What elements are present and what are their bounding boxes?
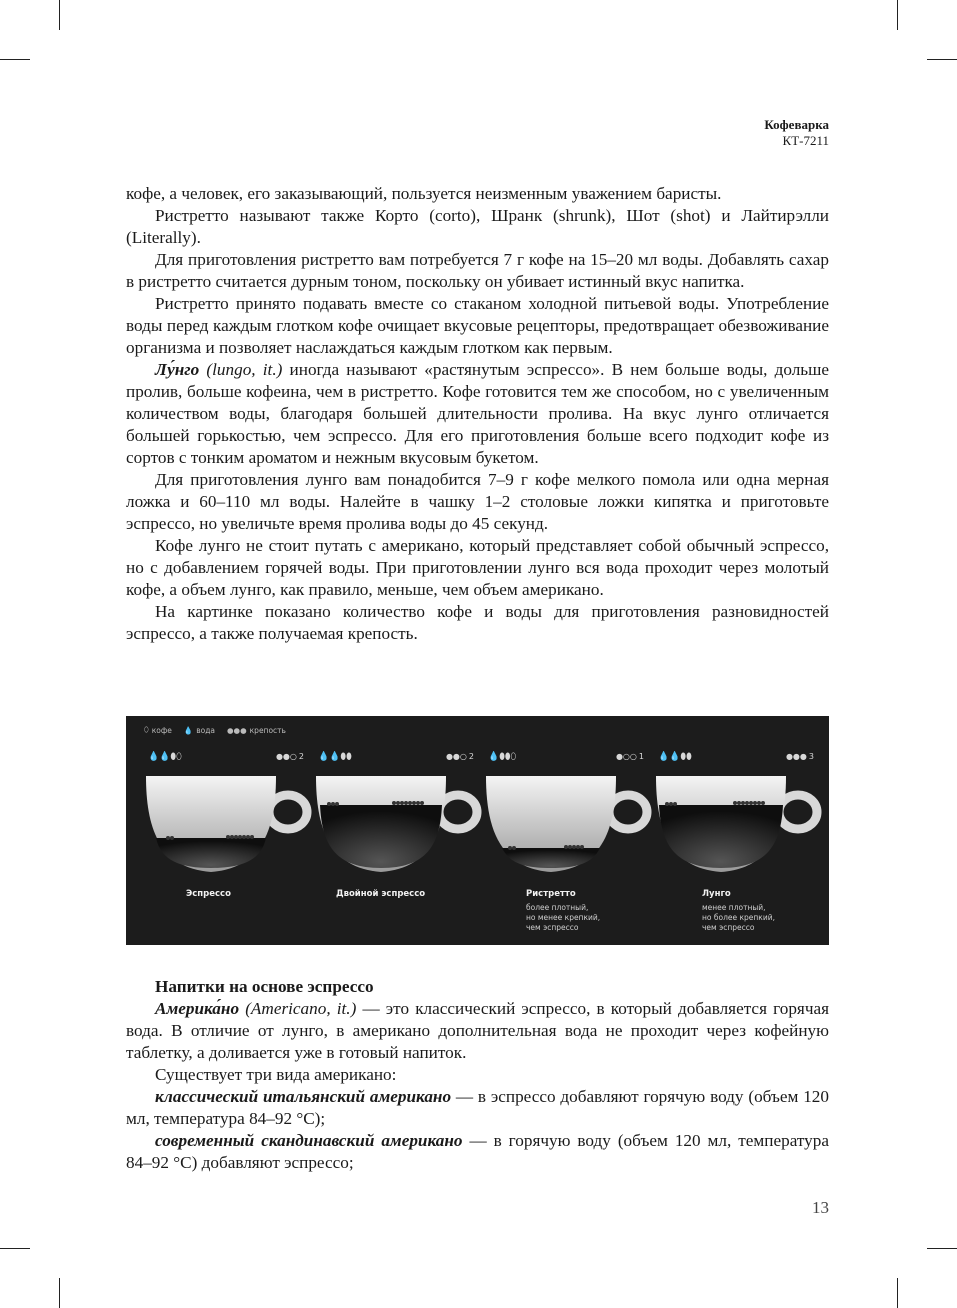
cup-icons: 💧💧⬮⬮ [318,752,352,762]
crop-mark [897,1278,898,1308]
text-block-top [126,183,829,645]
cup-icons: 💧⬮⬮⬯ [488,752,517,762]
crop-mark [59,1278,60,1308]
cup-name: Эспрессо [186,889,231,899]
type2-term: современный скандинавский американо [155,1131,463,1150]
cup-block-espresso [144,752,304,942]
legend-coffee: ⬯ кофе [144,725,172,735]
strength-dots-icon: ●●○ [445,752,467,761]
paragraph: Ристретто называют также Корто (corto), Шранк (shrunk), Шот (shot) и Лайтирэлли (Literally). [126,206,829,247]
espresso-cups-figure [126,716,829,945]
cup-name: Двойной эспрессо [336,889,426,899]
cup-icons: 💧💧⬮⬯ [148,752,182,762]
paragraph: Для приготовления ристретто вам потребуется 7 г кофе на 15–20 мл воды. Добавлять сахар в ристретто считается дурным тоном, поскольку он убивает истинный вкус напитка. [126,250,829,291]
type1-term: классический итальянский американо [155,1087,452,1106]
running-head-title: Кофеварка [764,117,829,132]
type2-paragraph [126,1130,829,1174]
paragraph: Существует три вида американо: [155,1065,397,1084]
cup-name: Ристретто [526,889,576,899]
cup-strength: ●●○ 2 [445,752,474,761]
americano-text: — это классический эспрессо, в который добавляется горячая вода. В отличие от лунго, в американо дополнительная вода не проходит через кофейную таблетку, а доливается уже в готовый напиток. [126,999,829,1062]
strength-dots-icon: ●●○ [275,752,297,761]
lungo-text: иногда называют «растянутым эспрессо». В нем больше воды, дольше пролив, больше кофеина, чем в ристретто. Кофе готовится тем же способом, но с увеличенным количеством воды, благодаря большей длительности пролива. На вкус лунго отличается большей горькостью, чем эспрессо. Для его приготовления больше всего подходит кофе из сортов с тонким ароматом и нежным вкусовым букетом. [126,360,829,467]
section-title: Напитки на основе эспрессо [155,977,374,996]
crop-mark [0,59,30,60]
strength-dots-icon: ●●● [227,725,247,735]
cup-note: более плотный, но менее крепкий, чем эспрессо [526,903,601,932]
lungo-latin: (lungo, it.) [206,360,283,379]
water-drop-icon: 💧 [183,725,194,735]
paragraph: кофе, а человек, его заказывающий, пользуется неизменным уважением баристы. [126,184,722,203]
running-head-model: КТ-7211 [782,133,829,148]
cup-strength: ●●● 3 [785,752,814,761]
strength-dots-icon: ●○○ [615,752,637,761]
cup-strength: ●●○ 2 [275,752,304,761]
cup-icons: 💧💧⬮⬮ [658,752,692,762]
type1-text: — в эспрессо добавляют горячую воду (объем 120 мл, температура 84–92 °C); [126,1087,829,1128]
lungo-term: Лу́нго [155,360,200,379]
cup-block-lungo [654,752,814,942]
type2-text: — в горячую воду (объем 120 мл, температура 84–92 °C) добавляют эспрессо; [126,1131,829,1172]
americano-latin: (Americano, it.) [245,999,357,1018]
strength-dots-icon: ●●● [785,752,807,761]
crop-mark [927,1248,957,1249]
paragraph: Кофе лунго не стоит путать с американо, который представляет собой обычный эспрессо, но с добавлением горячей воды. При приготовлении лунго вся вода проходит через молотый кофе, а объем лунго, как правило, меньше, чем объем американо. [126,536,829,599]
type1-paragraph [126,1086,829,1130]
cup-name: Лунго [702,889,731,899]
cup-note: менее плотный, но более крепкий, чем эспрессо [702,903,775,932]
americano-paragraph [126,998,829,1064]
paragraph: Ристретто принято подавать вместе со стаканом холодной питьевой воды. Употребление воды перед каждым глотком кофе очищает вкусовые рецепторы, предотвращает обезвоживание организма и позволяет наслаждаться каждым глотком как первым. [126,294,829,357]
crop-mark [897,0,898,30]
page-number: 13 [812,1198,829,1217]
cup-strength: ●○○ 1 [615,752,644,761]
legend-water: 💧 вода [183,725,216,735]
figure-legend [144,725,286,735]
crop-mark [0,1248,30,1249]
crop-mark [59,0,60,30]
legend-strength: ●●● крепость [227,725,286,735]
running-head [764,117,829,149]
crop-mark [927,59,957,60]
cup-block-ristretto [484,752,644,942]
cup-block-double-espresso [314,752,474,942]
paragraph: На картинке показано количество кофе и воды для приготовления разновидностей эспрессо, а также получаемая крепость. [126,602,829,643]
lungo-paragraph [126,359,829,469]
paragraph: Для приготовления лунго вам понадобится 7–9 г кофе мелкого помола или одна мерная ложка и 60–110 мл воды. Налейте в чашку 1–2 столовые ложки кипятка и приготовьте эспрессо, но увеличьте время пролива воды до 45 секунд. [126,470,829,533]
americano-term: Америка́но [155,999,240,1018]
text-block-bottom [126,976,829,1174]
coffee-bean-icon: ⬯ [144,725,149,734]
